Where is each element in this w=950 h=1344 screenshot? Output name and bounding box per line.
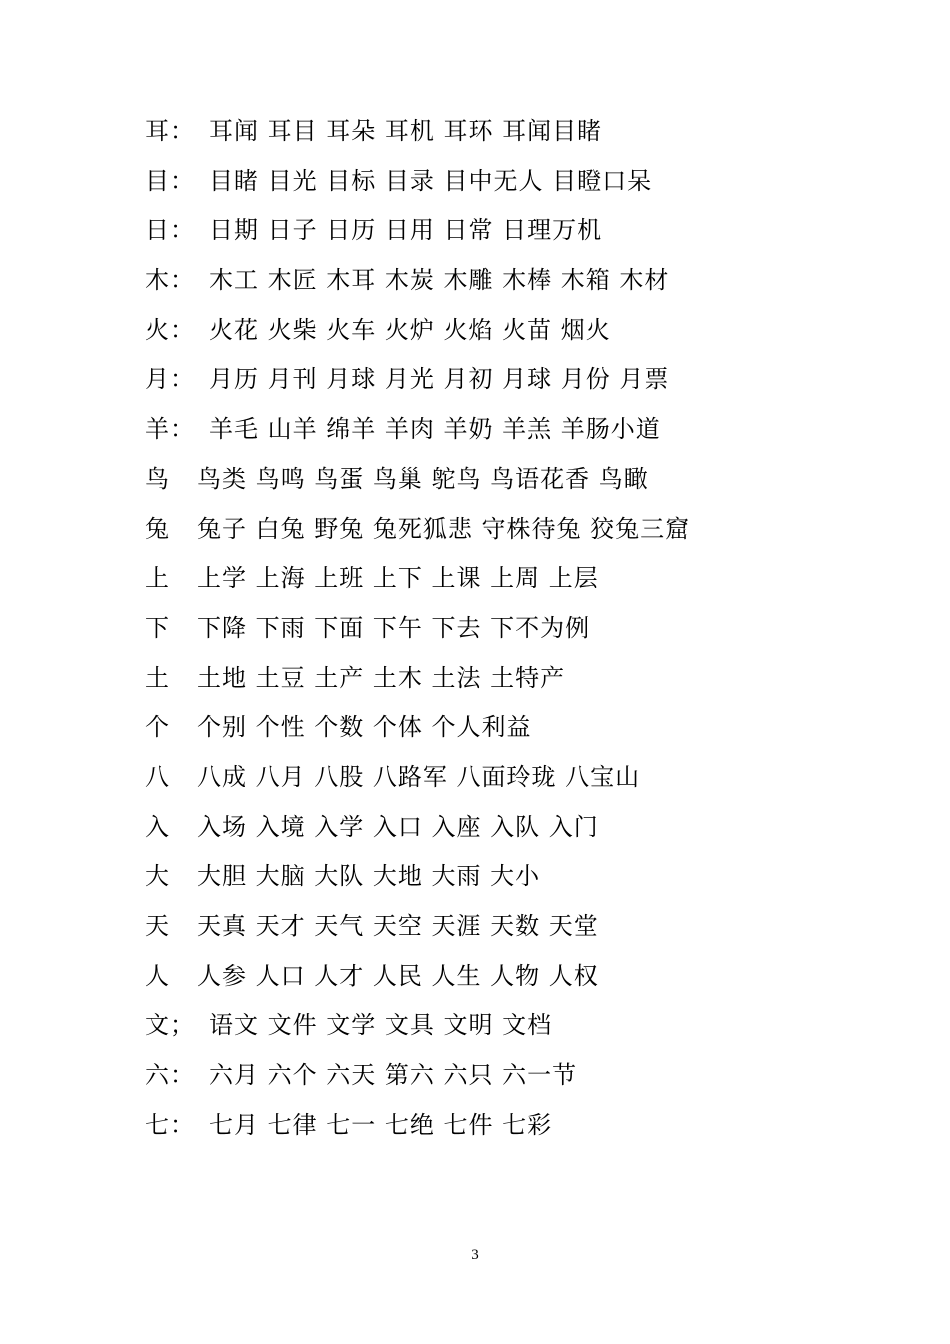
line-words: 天真 天才 天气 天空 天涯 天数 天堂 <box>197 912 599 940</box>
vocabulary-line <box>145 703 865 753</box>
vocabulary-line <box>145 306 865 356</box>
vocabulary-line <box>145 157 865 207</box>
line-words: 上学 上海 上班 上下 上课 上周 上层 <box>197 564 599 593</box>
line-head-character: 八 <box>145 762 170 791</box>
line-head-character: 六： <box>145 1061 195 1090</box>
line-head-character: 月： <box>145 365 195 394</box>
line-head-character: 人 <box>145 961 170 990</box>
line-words: 土地 土豆 土产 土木 土法 土特产 <box>197 663 566 692</box>
vocabulary-line <box>145 604 865 654</box>
line-words: 木工 木匠 木耳 木炭 木雕 木棒 木箱 木材 <box>209 266 670 295</box>
page-number: 3 <box>471 1247 479 1263</box>
line-words: 目睹 目光 目标 目录 目中无人 目瞪口呆 <box>209 166 653 195</box>
vocabulary-line <box>145 654 865 704</box>
line-words: 语文 文件 文学 文具 文明 文档 <box>209 1011 553 1040</box>
vocabulary-line <box>145 455 865 505</box>
line-head-character: 火： <box>145 315 195 344</box>
line-words: 兔子 白兔 野兔 兔死狐悲 守株待兔 狡兔三窟 <box>197 514 691 543</box>
line-head-character: 鸟 <box>145 464 170 493</box>
vocabulary-line <box>145 803 865 853</box>
line-words: 鸟类 鸟鸣 鸟蛋 鸟巢 鸵鸟 鸟语花香 鸟瞰 <box>197 464 649 493</box>
line-head-character: 文； <box>145 1011 195 1040</box>
line-words: 日期 日子 日历 日用 日常 日理万机 <box>209 216 603 245</box>
line-head-character: 兔 <box>145 514 170 543</box>
vocabulary-line <box>145 753 865 803</box>
line-words: 下降 下雨 下面 下午 下去 下不为例 <box>197 613 591 642</box>
line-head-character: 羊： <box>145 415 195 444</box>
vocabulary-line <box>145 206 865 256</box>
line-words: 月历 月刊 月球 月光 月初 月球 月份 月票 <box>209 365 670 394</box>
vocabulary-line <box>145 952 865 1002</box>
line-head-character: 木： <box>145 266 195 295</box>
line-words: 入场 入境 入学 入口 入座 入队 入门 <box>197 812 599 841</box>
vocabulary-list <box>145 107 865 1150</box>
line-head-character: 土 <box>145 663 170 692</box>
line-words: 大胆 大脑 大队 大地 大雨 大小 <box>197 862 541 891</box>
line-head-character: 目： <box>145 166 195 195</box>
line-head-character: 入 <box>145 812 170 841</box>
line-words: 羊毛 山羊 绵羊 羊肉 羊奶 羊羔 羊肠小道 <box>209 415 661 444</box>
line-words: 人参 人口 人才 人民 人生 人物 人权 <box>197 961 599 990</box>
vocabulary-line <box>145 355 865 405</box>
vocabulary-line <box>145 405 865 455</box>
line-head-character: 上 <box>145 564 170 593</box>
line-words: 火花 火柴 火车 火炉 火焰 火苗 烟火 <box>209 315 611 344</box>
vocabulary-line <box>145 1001 865 1051</box>
line-words: 七月 七律 七一 七绝 七件 七彩 <box>209 1110 553 1139</box>
line-head-character: 个 <box>145 713 170 742</box>
line-head-character: 日： <box>145 216 195 245</box>
line-words: 耳闻 耳目 耳朵 耳机 耳环 耳闻目睹 <box>209 117 603 145</box>
vocabulary-line <box>145 1101 865 1151</box>
vocabulary-line <box>145 554 865 604</box>
line-words: 八成 八月 八股 八路军 八面玲珑 八宝山 <box>197 762 641 791</box>
line-head-character: 耳： <box>145 117 195 145</box>
vocabulary-line <box>145 107 865 157</box>
vocabulary-line <box>145 505 865 555</box>
line-words: 六月 六个 六天 第六 六只 六一节 <box>209 1061 578 1090</box>
vocabulary-line <box>145 852 865 902</box>
vocabulary-line <box>145 1051 865 1101</box>
vocabulary-line <box>145 256 865 306</box>
line-head-character: 下 <box>145 613 170 642</box>
vocabulary-line <box>145 902 865 952</box>
line-head-character: 天 <box>145 912 170 940</box>
line-head-character: 七： <box>145 1110 195 1139</box>
line-words: 个别 个性 个数 个体 个人利益 <box>197 713 532 742</box>
line-head-character: 大 <box>145 862 170 891</box>
